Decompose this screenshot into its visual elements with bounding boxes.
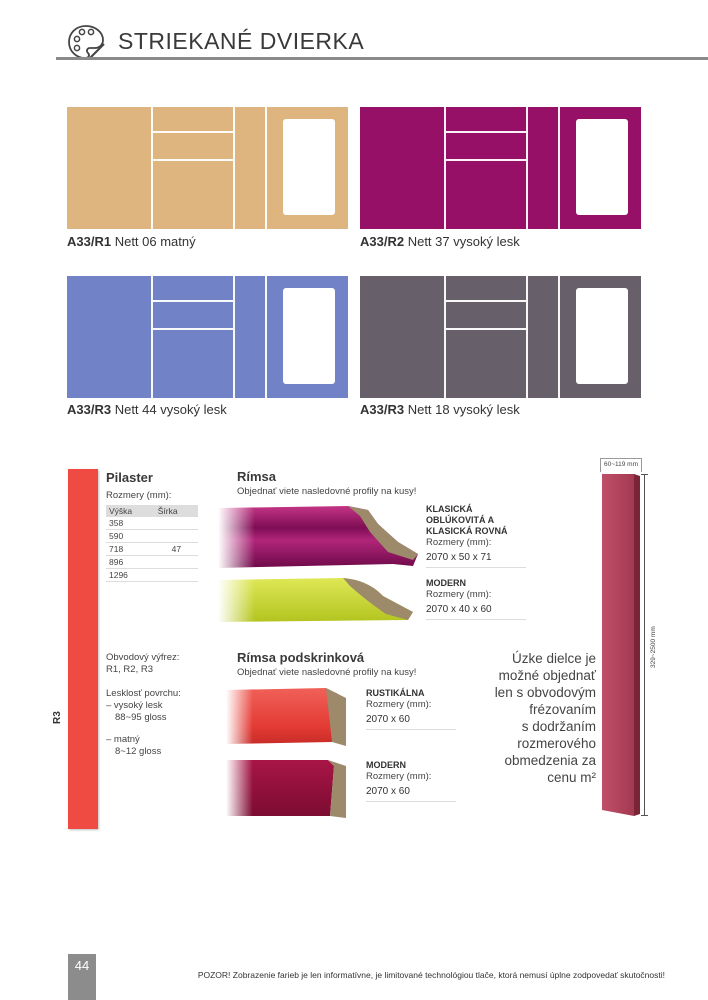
pilaster-bar [68,469,98,829]
pilaster-cut: Obvodový výfrez: R1, R2, R3 [106,652,180,675]
door-swatch-r3-blue [67,276,348,398]
narrow-height-tick-bottom [641,815,648,816]
footer-disclaimer: POZOR! Zobrazenie farieb je len informatívne, je limitované technológiou tlače, ktorá nemusí úplne zodpovedať skutočnosti! [197,970,665,980]
door-swatch-r1 [67,107,348,229]
narrow-height-dimension-line [644,474,645,816]
pilaster-gloss: Lesklosť povrchu: – vysoký lesk 88~95 gloss – matný 8~12 gloss [106,688,181,757]
door-groove [153,328,233,330]
door-groove [153,159,233,161]
door-swatch-r3-grey [360,276,641,398]
narrow-width-dimension: 60~119 mm [600,458,642,472]
palette-icon [66,22,106,62]
rimsa-title: Rímsa [237,469,277,484]
pilaster-bar-label: R3 [52,711,63,724]
page-number: 44 [68,954,96,1000]
door-swatch-r2 [360,107,641,229]
door-groove [526,276,528,398]
table-row: 718 47 [106,543,198,556]
door-groove [444,107,446,229]
door-groove [151,107,153,229]
pilaster-dims-label: Rozmery (mm): [106,490,172,501]
door-groove [153,131,233,133]
door-groove [446,131,526,133]
col-height: Výška [106,505,155,517]
rimsa-pod-rustikalna-info: RUSTIKÁLNA Rozmery (mm): 2070 x 60 [366,688,456,730]
door-groove [558,276,560,398]
rimsa-profile-klasicka-info: KLASICKÁ OBLÚKOVITÁ A KLASICKÁ ROVNÁ Rozmery (mm): 2070 x 50 x 71 [426,504,526,568]
rimsa-pod-modern-image [226,758,348,820]
door-groove [446,328,526,330]
rimsa-profile-klasicka-image [218,502,423,574]
door-groove [446,300,526,302]
narrow-panel-note: Úzke dielce je možné objednať len s obvodovým frézovaním s dodržaním rozmerového obmedzenia za cenu m² [494,651,596,785]
rimsa-profile-modern-info: MODERN Rozmery (mm): 2070 x 40 x 60 [426,578,526,620]
narrow-panel-image [600,474,642,819]
door-groove [153,300,233,302]
col-width: Šírka [155,505,198,517]
door-glass-window [576,288,628,384]
narrow-height-tick-top [641,474,648,475]
header-divider [56,57,708,60]
door-groove [151,276,153,398]
door-glass-window [283,119,335,215]
table-row: 590 [106,530,198,543]
door-glass-window [576,119,628,215]
pilaster-title: Pilaster [106,470,153,485]
narrow-height-dimension: 329~2500 mm [650,626,657,668]
table-row: 358 [106,517,198,530]
door-groove [233,276,235,398]
rimsa-pod-subtitle: Objednať viete nasledovné profily na kusy! [237,667,417,678]
door-caption-r2: A33/R2 Nett 37 vysoký lesk [360,234,520,249]
table-row: 896 [106,556,198,569]
door-groove [265,107,267,229]
door-caption-r3-blue: A33/R3 Nett 44 vysoký lesk [67,402,227,417]
rimsa-pod-modern-info: MODERN Rozmery (mm): 2070 x 60 [366,760,456,802]
pilaster-dims-table [106,505,198,582]
rimsa-pod-title: Rímsa podskrinková [237,650,365,665]
door-glass-window [283,288,335,384]
rimsa-profile-modern-image [218,574,423,626]
door-groove [446,159,526,161]
door-caption-r3-grey: A33/R3 Nett 18 vysoký lesk [360,402,520,417]
page-title: STRIEKANÉ DVIERKA [118,28,365,54]
door-groove [265,276,267,398]
door-groove [444,276,446,398]
table-row: 1296 [106,569,198,582]
door-caption-r1: A33/R1 Nett 06 matný [67,234,196,249]
door-groove [526,107,528,229]
door-groove [558,107,560,229]
rimsa-subtitle: Objednať viete nasledovné profily na kusy! [237,486,417,497]
rimsa-pod-rustikalna-image [226,686,348,748]
door-groove [233,107,235,229]
